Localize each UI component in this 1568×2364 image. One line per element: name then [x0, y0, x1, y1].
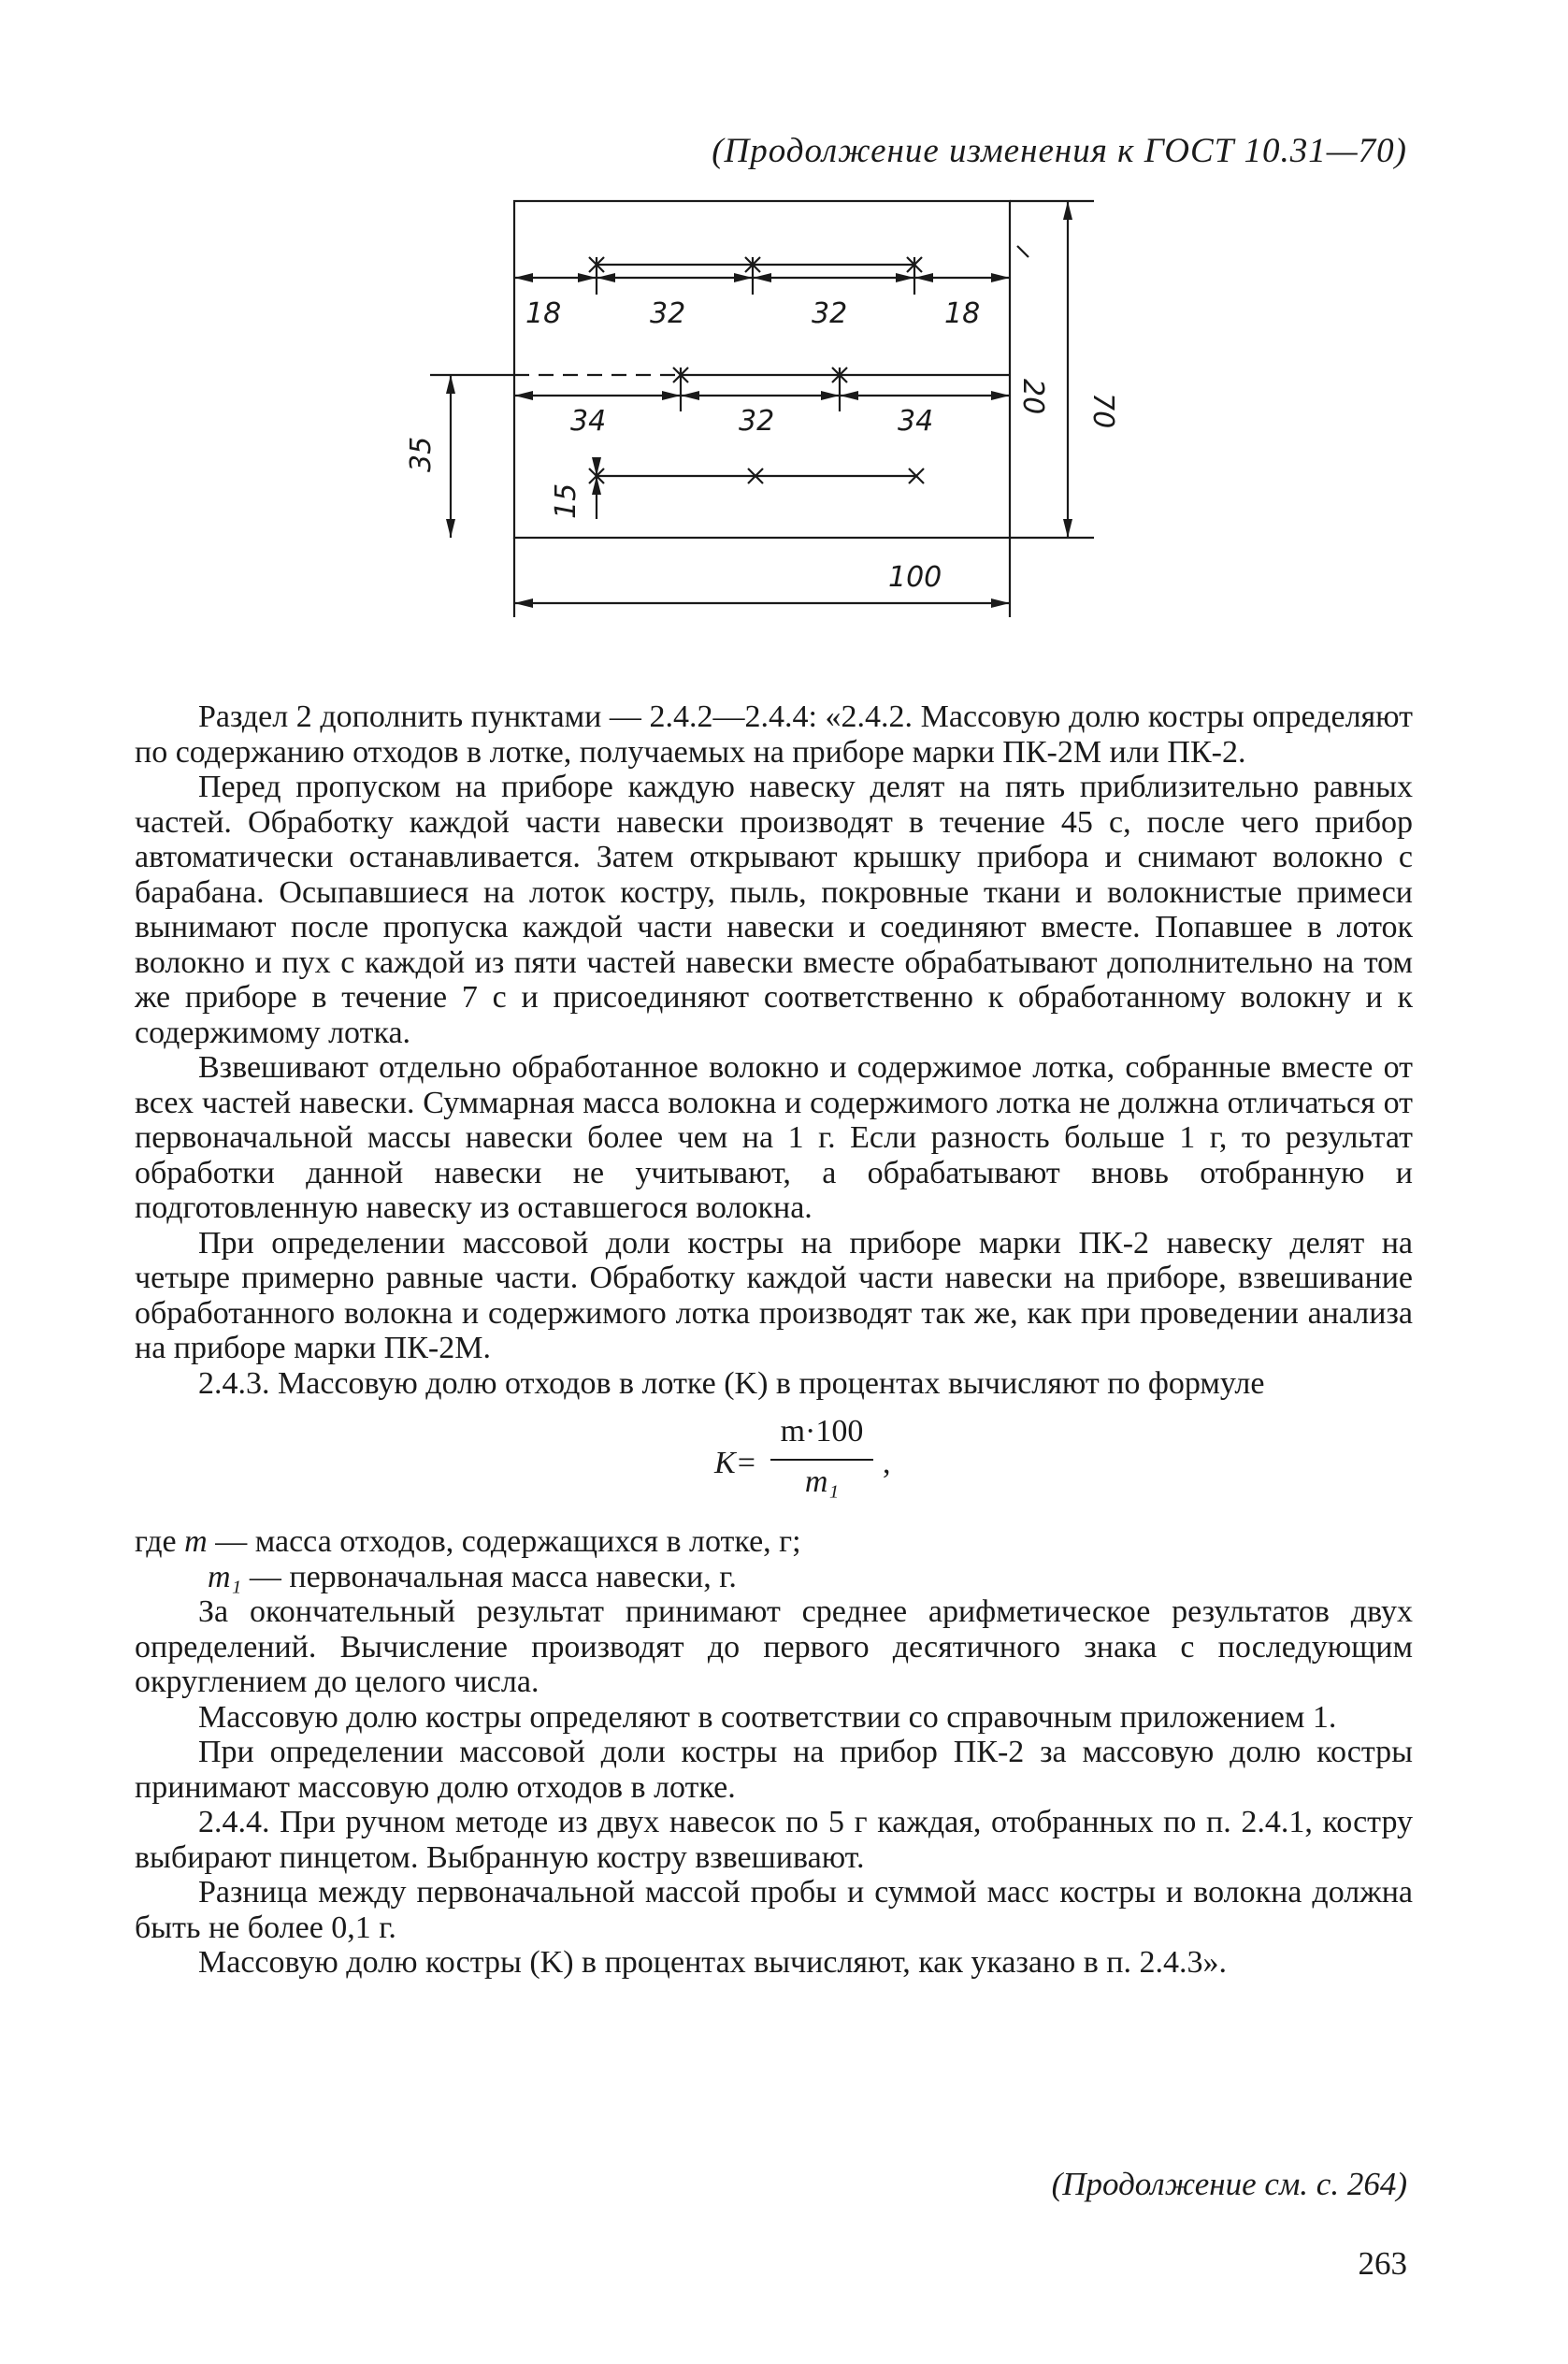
- paragraph: За окончательный результат принимают среднее арифметическое результатов двух определений. Вычисление производят до первого десятичного знака с последующим округлением до целого числа.: [135, 1594, 1413, 1699]
- dim-label: 32: [739, 405, 775, 438]
- dim-label: 34: [570, 405, 607, 438]
- formula-numerator: m·100: [780, 1414, 864, 1449]
- running-title: (Продолжение изменения к ГОСТ 10.31—70): [712, 132, 1407, 170]
- fraction-bar: [770, 1459, 873, 1461]
- paragraph: Массовую долю костры (K) в процентах вычисляют, как указано в п. 2.4.3».: [198, 1945, 1227, 1980]
- where-symbol: m: [184, 1524, 208, 1559]
- formula-fraction: [770, 1414, 873, 1500]
- paragraph: Перед пропуском на приборе каждую навеску делят на пять приблизительно равных частей. Обработку каждой части навески производят в течение 45 с, после чего прибор автоматически останавливается. Затем открывают крышку прибора и снимают волокно с барабана. Осыпавшиеся на лоток костру, пыль, покровные ткани и волокнистые примеси вынимают после пропуска каждой части навески и соединяют вместе. Попавшее в лоток волокно и пух с каждой из пяти частей навески вместе обрабатывают дополнительно на том же приборе в течение 7 с и присоединяют соответственно к обработанному волокну и к содержимому лотка.: [135, 770, 1413, 1050]
- continuation-note: (Продолжение см. с. 264): [1051, 2166, 1407, 2202]
- dim-label: 32: [650, 297, 686, 330]
- paragraph: 2.4.4. При ручном методе из двух навесок по 5 г каждая, отобранных по п. 2.4.1, костру выбирают пинцетом. Выбранную костру взвешивают.: [135, 1805, 1413, 1875]
- dim-label: 20: [1016, 379, 1049, 415]
- dim-label: 70: [1086, 393, 1119, 429]
- page-number: 263: [1358, 2245, 1407, 2282]
- paragraph: При определении массовой доли костры на прибор ПК-2 за массовую долю костры принимают массовую долю отходов в лотке.: [135, 1735, 1413, 1805]
- dim-label: 15: [550, 483, 583, 519]
- document-body: [135, 699, 1413, 1981]
- paragraph: 2.4.3. Массовую долю отходов в лотке (K) в процентах вычисляют по формуле: [198, 1365, 1265, 1401]
- where-clause: [135, 1560, 1413, 1595]
- dim-label: 18: [525, 297, 562, 330]
- formula-lhs: K=: [714, 1446, 757, 1480]
- where-clause: где m — масса отходов, содержащихся в лотке, г;: [135, 1524, 801, 1559]
- dimension-diagram: [405, 201, 1119, 641]
- where-symbol: m₁: [208, 1559, 242, 1594]
- paragraph: Массовую долю костры определяют в соответствии со справочным приложением 1.: [198, 1699, 1337, 1735]
- where-text: — масса отходов, содержащихся в лотке, г;: [207, 1524, 801, 1559]
- dim-label: 100: [888, 561, 942, 594]
- formula: [135, 1414, 1413, 1515]
- paragraph: Раздел 2 дополнить пунктами — 2.4.2—2.4.4: «2.4.2. Массовую долю костры определяют по содержанию отходов в лотке, получаемых на приборе марки ПК-2М или ПК-2.: [135, 699, 1413, 770]
- paragraph: Взвешивают отдельно обработанное волокно и содержимое лотка, собранные вместе от всех частей навески. Суммарная масса волокна и содержимого лотка не должна отличаться от первоначальной массы навески более чем на 1 г. Если разность больше 1 г, то результат обработки данной навески не учитывают, а обрабатывают вновь отобранную и подготовленную навеску из оставшегося волокна.: [135, 1050, 1413, 1225]
- diagram-rectangle: [514, 201, 1010, 538]
- formula-comma: ,: [883, 1446, 891, 1480]
- where-text: — первоначальная масса навески, г.: [241, 1559, 737, 1594]
- dim-label: 35: [405, 436, 438, 472]
- corner-mark: [1017, 246, 1029, 257]
- paragraph: Разница между первоначальной массой пробы и суммой масс костры и волокна должна быть не более 0,1 г.: [135, 1875, 1413, 1945]
- dim-label: 34: [898, 405, 934, 438]
- dim-label: 32: [812, 297, 848, 330]
- dim-label: 18: [944, 297, 981, 330]
- paragraph: При определении массовой доли костры на приборе марки ПК-2 навеску делят на четыре примерно равные части. Обработку каждой части навески на приборе, взвешивание обработанного волокна и содержимого лотка производят так же, как при проведении анализа на приборе марки ПК-2М.: [135, 1225, 1413, 1365]
- formula-denominator: m₁: [804, 1464, 840, 1499]
